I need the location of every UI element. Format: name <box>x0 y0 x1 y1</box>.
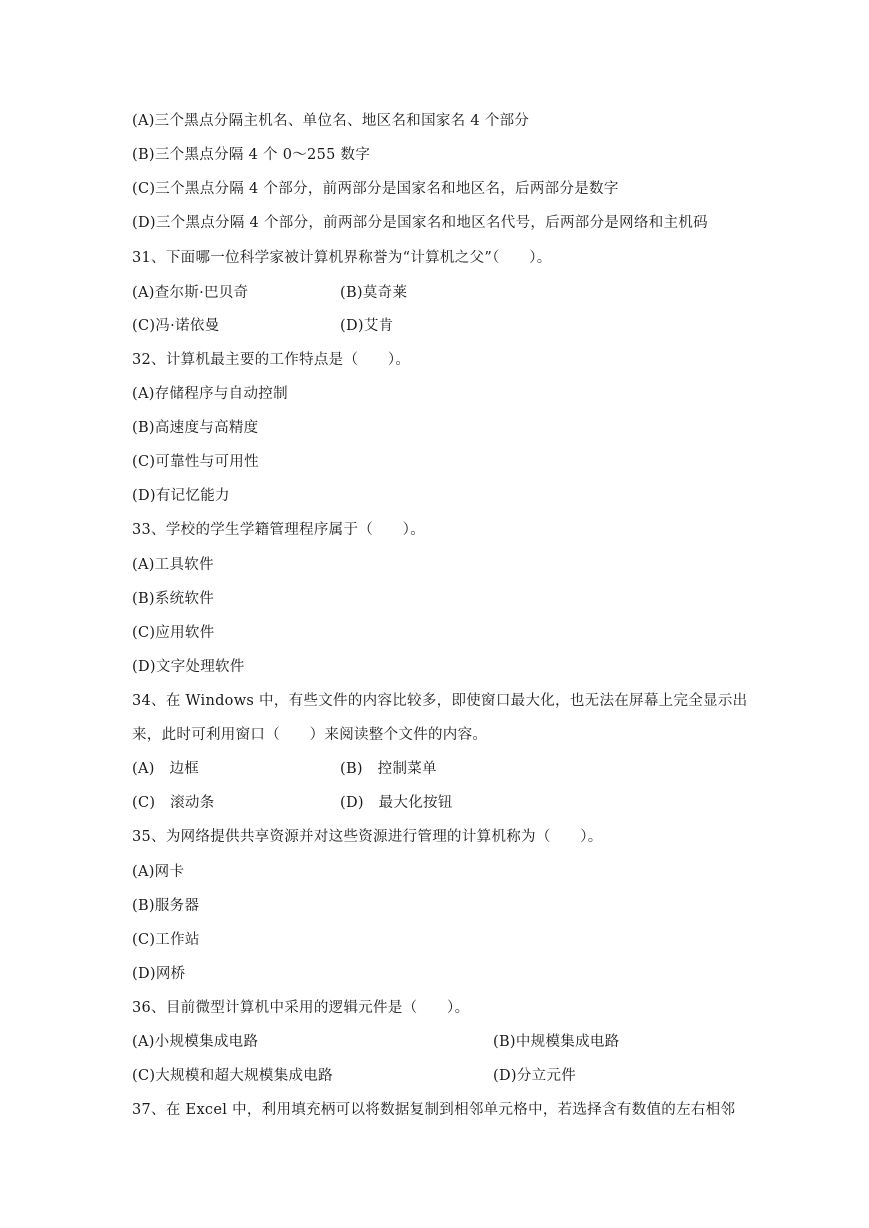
q35-option-a: (A)网卡 <box>132 864 185 880</box>
q36-option-a: (A)小规模集成电路 <box>132 1034 259 1050</box>
q34-option-c: (C) 滚动条 <box>132 795 215 811</box>
q31-option-a: (A)查尔斯·巴贝奇 <box>132 285 249 301</box>
q35-option-c: (C)工作站 <box>132 932 200 948</box>
q35-stem: 35、为网络提供共享资源并对这些资源进行管理的计算机称为（ ）。 <box>132 829 603 845</box>
q32-stem: 32、计算机最主要的工作特点是（ ）。 <box>132 352 411 368</box>
q33-option-d: (D)文字处理软件 <box>132 659 245 675</box>
q33-option-c: (C)应用软件 <box>132 625 215 641</box>
q31-option-b: (B)莫奇莱 <box>340 285 408 301</box>
q33-stem: 33、学校的学生学籍管理程序属于（ ）。 <box>132 522 425 538</box>
q35-option-d: (D)网桥 <box>132 966 186 982</box>
q34-stem-line1: 34、在 Windows 中，有些文件的内容比较多，即使窗口最大化，也无法在屏幕上完全显示出 <box>132 693 748 709</box>
q36-option-d: (D)分立元件 <box>493 1068 577 1084</box>
q31-option-d: (D)艾肯 <box>340 318 394 334</box>
q34-stem-line2: 来，此时可利用窗口（ ）来阅读整个文件的内容。 <box>132 727 488 743</box>
q36-option-b: (B)中规模集成电路 <box>493 1034 620 1050</box>
q36-option-c: (C)大规模和超大规模集成电路 <box>132 1068 333 1084</box>
q31-stem: 31、下面哪一位科学家被计算机界称誉为“计算机之父”（ ）。 <box>132 250 552 266</box>
q34-option-b: (B) 控制菜单 <box>340 761 437 777</box>
q33-option-b: (B)系统软件 <box>132 591 215 607</box>
q32-option-c: (C)可靠性与可用性 <box>132 454 259 470</box>
q35-option-b: (B)服务器 <box>132 898 200 914</box>
q32-option-a: (A)存储程序与自动控制 <box>132 386 288 402</box>
q30-option-a: (A)三个黑点分隔主机名、单位名、地区名和国家名 4 个部分 <box>132 113 530 129</box>
q34-option-a: (A) 边框 <box>132 761 200 777</box>
q30-option-c: (C)三个黑点分隔 4 个部分，前两部分是国家名和地区名，后两部分是数字 <box>132 181 619 197</box>
q36-stem: 36、目前微型计算机中采用的逻辑元件是（ ）。 <box>132 1000 470 1016</box>
q32-option-b: (B)高速度与高精度 <box>132 420 259 436</box>
q33-option-a: (A)工具软件 <box>132 557 214 573</box>
q30-option-b: (B)三个黑点分隔 4 个 0～255 数字 <box>132 147 371 163</box>
q37-stem-line1: 37、在 Excel 中，利用填充柄可以将数据复制到相邻单元格中，若选择含有数值的左右相邻 <box>132 1102 736 1118</box>
q34-option-d: (D) 最大化按钮 <box>340 795 453 811</box>
q31-option-c: (C)冯·诺依曼 <box>132 318 220 334</box>
q32-option-d: (D)有记忆能力 <box>132 488 230 504</box>
q30-option-d: (D)三个黑点分隔 4 个部分，前两部分是国家名和地区名代号，后两部分是网络和主机码 <box>132 215 708 231</box>
